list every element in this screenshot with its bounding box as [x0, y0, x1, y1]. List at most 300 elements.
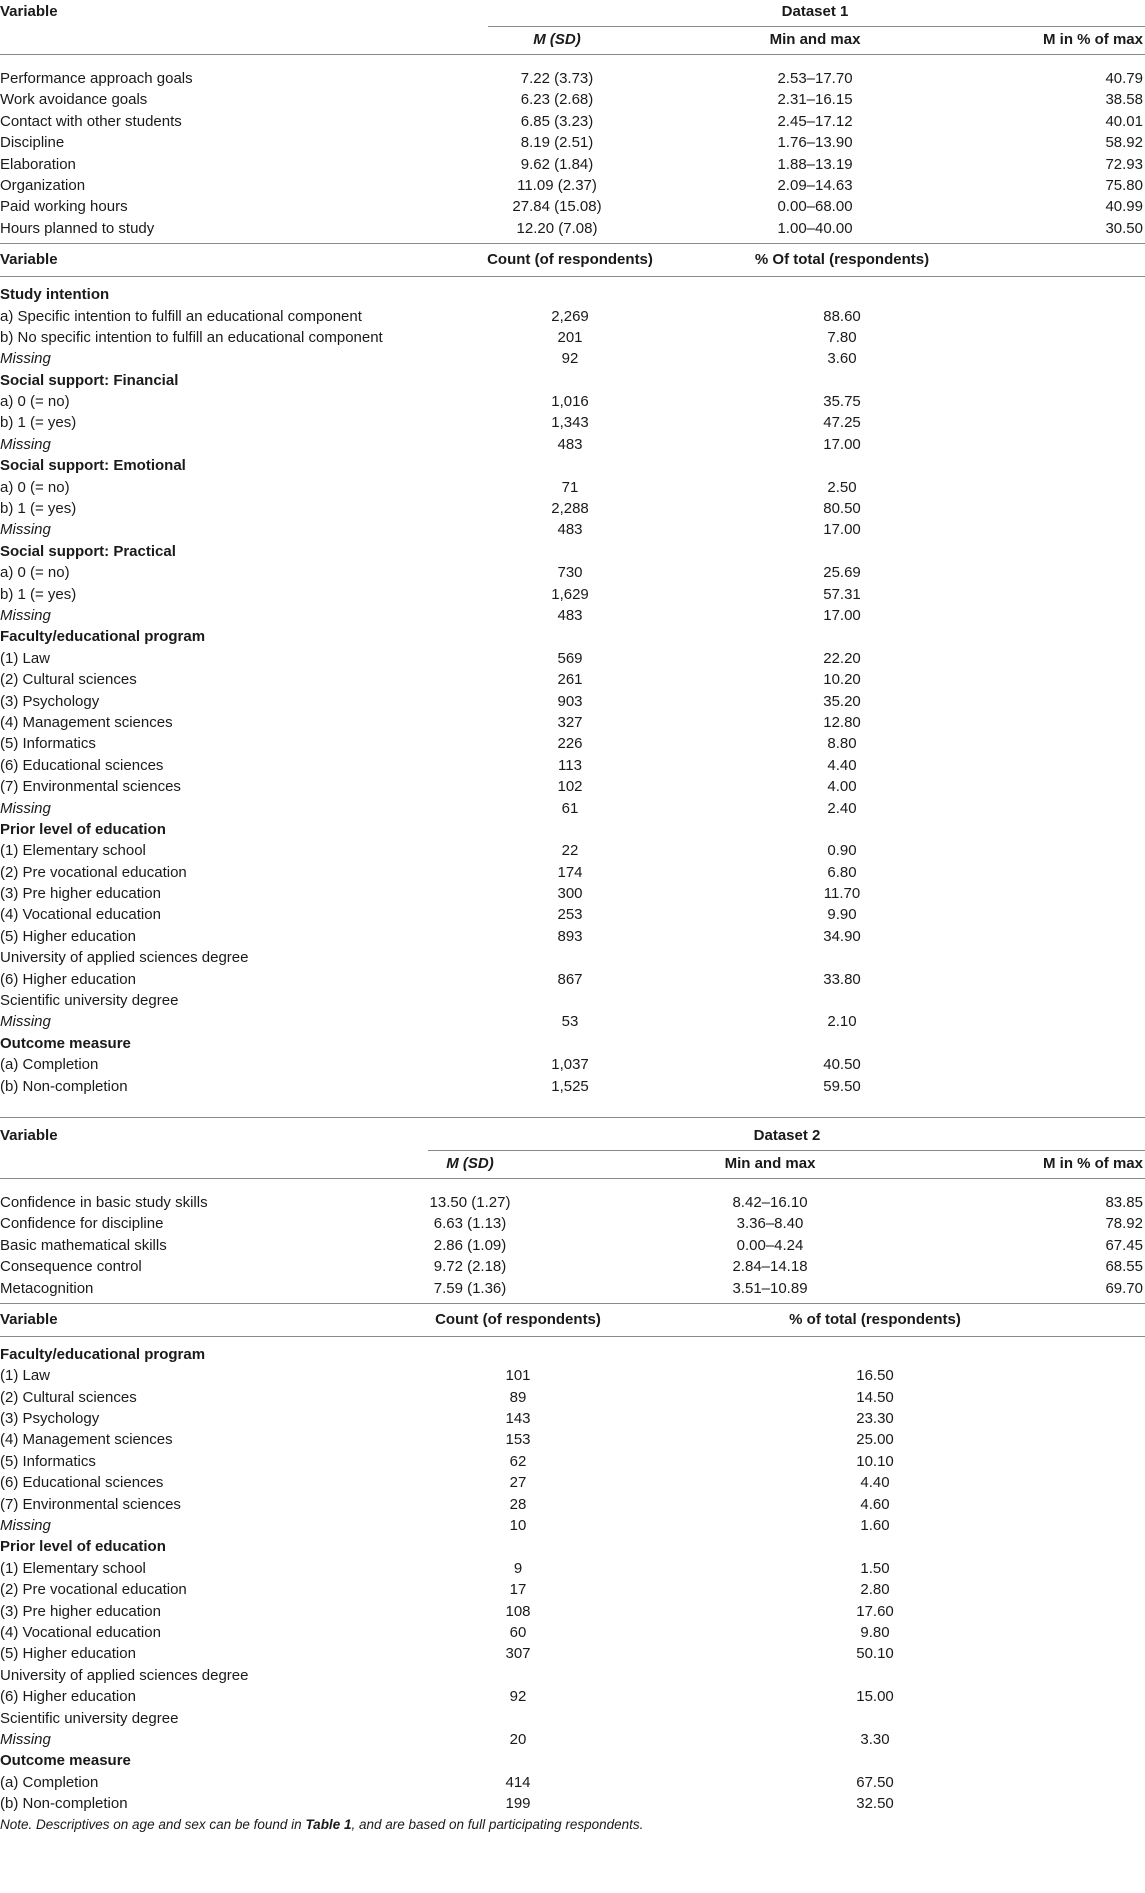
table-row — [0, 1213, 1145, 1234]
count-cell: 60 — [509, 1624, 527, 1641]
section-heading — [0, 541, 1145, 562]
row-label: Metacognition — [0, 1279, 94, 1297]
variable-header: Variable — [0, 1126, 58, 1144]
percent-cell: 17.00 — [823, 521, 861, 539]
row-label: Basic mathematical skills — [0, 1236, 167, 1254]
row-label: (3) Psychology — [0, 692, 100, 710]
count-cell: 730 — [557, 564, 583, 582]
percent-cell: 4.60 — [860, 1495, 890, 1513]
percent-max-cell: 58.92 — [1105, 134, 1143, 152]
column-header: % Of total (respondents) — [754, 251, 930, 269]
row-label: (2) Pre vocational education — [0, 863, 187, 881]
section-heading — [0, 1750, 1145, 1771]
min-max-cell: 0.00–4.24 — [736, 1236, 804, 1254]
percent-cell: 1.60 — [860, 1517, 890, 1535]
count-cell: 253 — [557, 906, 583, 924]
mean-sd-cell: 13.50 (1.27) — [429, 1193, 511, 1211]
percent-cell: 17.60 — [856, 1602, 894, 1620]
count-cell: 10 — [509, 1517, 527, 1535]
section-label: Social support: Emotional — [0, 457, 186, 475]
table-row — [0, 1622, 1145, 1643]
table-row — [0, 1643, 1145, 1664]
percent-cell: 22.20 — [823, 649, 861, 667]
table-row — [0, 1793, 1145, 1814]
count-cell: 28 — [509, 1495, 527, 1513]
percent-cell: 6.80 — [827, 863, 857, 881]
table-row — [0, 111, 1145, 132]
row-label: Missing — [0, 606, 51, 624]
table-row — [0, 1429, 1145, 1450]
min-max-cell: 2.45–17.12 — [777, 112, 853, 130]
percent-cell: 32.50 — [856, 1795, 894, 1813]
column-header: Min and max — [769, 31, 861, 48]
row-label: b) 1 (= yes) — [0, 585, 77, 603]
percent-max-cell: 68.55 — [1105, 1258, 1143, 1276]
percent-cell: 47.25 — [823, 414, 861, 432]
table-row — [0, 132, 1145, 153]
count-cell: 261 — [557, 671, 583, 689]
percent-cell: 9.80 — [860, 1624, 890, 1641]
table-row — [0, 969, 1145, 990]
table-row — [0, 1579, 1145, 1600]
row-label: (7) Environmental sciences — [0, 1495, 181, 1513]
mean-sd-cell: 7.22 (3.73) — [520, 70, 594, 87]
percent-cell: 3.60 — [827, 350, 857, 368]
table-row — [0, 1408, 1145, 1429]
row-label: (3) Psychology — [0, 1410, 100, 1428]
table-row — [0, 1686, 1145, 1707]
missing-row — [0, 798, 1145, 819]
row-label: (3) Pre higher education — [0, 885, 161, 903]
section-label: Prior level of education — [0, 1538, 166, 1556]
min-max-cell: 2.31–16.15 — [777, 91, 853, 109]
percent-cell: 25.00 — [856, 1431, 894, 1449]
count-cell: 174 — [557, 863, 583, 881]
table-row — [0, 68, 1145, 89]
row-label: Confidence for discipline — [0, 1215, 164, 1233]
count-cell: 867 — [557, 970, 583, 988]
row-label: b) 1 (= yes) — [0, 414, 77, 432]
dataset-label: Dataset 2 — [753, 1126, 821, 1144]
min-max-cell: 2.53–17.70 — [777, 70, 853, 87]
percent-max-cell: 40.99 — [1105, 198, 1143, 216]
count-cell: 483 — [557, 606, 583, 624]
row-label: Missing — [0, 435, 51, 453]
table-row — [0, 669, 1145, 690]
percent-cell: 15.00 — [856, 1688, 894, 1706]
row-label: Missing — [0, 1013, 51, 1031]
mean-sd-cell: 2.86 (1.09) — [433, 1236, 507, 1254]
dataset-divider — [428, 1150, 1145, 1151]
missing-row — [0, 605, 1145, 626]
row-label: (1) Elementary school — [0, 1559, 146, 1577]
section-label: Faculty/educational program — [0, 1345, 206, 1363]
section-heading — [0, 626, 1145, 647]
percent-cell: 4.40 — [860, 1474, 890, 1492]
percent-cell: 88.60 — [823, 307, 861, 325]
percent-cell: 16.50 — [856, 1367, 894, 1385]
count-cell: 92 — [509, 1688, 527, 1706]
row-label: (5) Informatics — [0, 1452, 96, 1470]
count-cell: 71 — [561, 478, 579, 496]
column-header: M (SD) — [446, 1154, 494, 1172]
table-row — [0, 477, 1145, 498]
count-cell: 153 — [505, 1431, 531, 1449]
row-label: Contact with other students — [0, 112, 182, 130]
section-heading — [0, 284, 1145, 305]
table-row — [0, 883, 1145, 904]
percent-cell: 2.10 — [827, 1013, 857, 1031]
section-label: Social support: Practical — [0, 542, 176, 560]
count-cell: 17 — [509, 1581, 527, 1599]
mean-sd-cell: 6.85 (3.23) — [520, 112, 594, 130]
min-max-cell: 0.00–68.00 — [777, 198, 853, 216]
percent-max-cell: 40.01 — [1105, 112, 1143, 130]
row-label: (3) Pre higher education — [0, 1602, 161, 1620]
count-cell: 22 — [561, 842, 579, 860]
missing-row — [0, 348, 1145, 369]
table-row — [0, 175, 1145, 196]
section-heading — [0, 819, 1145, 840]
section-label: Outcome measure — [0, 1034, 131, 1052]
missing-row — [0, 1515, 1145, 1536]
table-rule — [0, 1117, 1145, 1118]
count-cell: 300 — [557, 885, 583, 903]
row-label: (b) Non-completion — [0, 1077, 128, 1095]
row-label: (2) Cultural sciences — [0, 1388, 137, 1406]
table-row — [0, 990, 1145, 1011]
count-cell: 483 — [557, 521, 583, 539]
row-label: Elaboration — [0, 155, 76, 173]
count-cell: 20 — [509, 1730, 527, 1748]
count-cell: 89 — [509, 1388, 527, 1406]
table-row — [0, 904, 1145, 925]
mean-sd-cell: 8.19 (2.51) — [520, 134, 594, 152]
row-label: (1) Law — [0, 649, 51, 667]
row-label: (6) Educational sciences — [0, 756, 164, 774]
table-row — [0, 584, 1145, 605]
note-prefix: Note. Descriptives on age and sex can be found in — [0, 1816, 306, 1832]
percent-cell: 57.31 — [823, 585, 861, 603]
table-row — [0, 306, 1145, 327]
percent-max-cell: 38.58 — [1105, 91, 1143, 109]
row-label: Work avoidance goals — [0, 91, 148, 109]
row-label: (a) Completion — [0, 1056, 99, 1074]
min-max-cell: 1.00–40.00 — [777, 219, 853, 237]
table-row — [0, 1076, 1145, 1097]
header-rule — [0, 1178, 1145, 1179]
table-row — [0, 648, 1145, 669]
min-max-cell: 3.36–8.40 — [736, 1215, 804, 1233]
table-row — [0, 776, 1145, 797]
dataset2-table — [0, 1124, 1145, 1303]
percent-cell: 10.20 — [823, 671, 861, 689]
header-rule — [0, 1336, 1145, 1337]
percent-cell: 12.80 — [823, 713, 861, 731]
percent-cell: 14.50 — [856, 1388, 894, 1406]
row-label: Missing — [0, 799, 51, 817]
percent-max-cell: 67.45 — [1105, 1236, 1143, 1254]
table-row — [0, 498, 1145, 519]
table-row — [0, 712, 1145, 733]
row-label: Performance approach goals — [0, 70, 193, 87]
table-row — [0, 154, 1145, 175]
count-cell: 92 — [561, 350, 579, 368]
column-header-row — [0, 244, 1145, 276]
table-row — [0, 412, 1145, 433]
percent-cell: 35.75 — [823, 393, 861, 411]
section-heading — [0, 1536, 1145, 1557]
note-table-ref: Table 1 — [305, 1816, 352, 1832]
percent-max-cell: 40.79 — [1105, 70, 1143, 87]
percent-max-cell: 78.92 — [1105, 1215, 1143, 1233]
table-row — [0, 196, 1145, 217]
row-label: Missing — [0, 1517, 51, 1535]
row-label: Scientific university degree — [0, 992, 179, 1010]
dataset-label: Dataset 1 — [781, 3, 849, 20]
row-label: (4) Management sciences — [0, 713, 173, 731]
missing-row — [0, 1011, 1145, 1032]
row-label: a) 0 (= no) — [0, 478, 70, 496]
count-cell: 569 — [557, 649, 583, 667]
count-cell: 1,629 — [551, 585, 589, 603]
count-cell: 9 — [513, 1559, 523, 1577]
percent-cell: 17.00 — [823, 435, 861, 453]
column-header: Variable — [0, 251, 58, 269]
row-label: (2) Cultural sciences — [0, 671, 137, 689]
min-max-cell: 1.76–13.90 — [777, 134, 853, 152]
section-label: Faculty/educational program — [0, 628, 206, 646]
count-cell: 62 — [509, 1452, 527, 1470]
section-label: Prior level of education — [0, 820, 166, 838]
min-max-cell: 3.51–10.89 — [732, 1279, 808, 1297]
count-cell: 199 — [505, 1795, 531, 1813]
column-header-row — [0, 1152, 1145, 1178]
row-label: a) 0 (= no) — [0, 564, 70, 582]
percent-cell: 40.50 — [823, 1056, 861, 1074]
count-cell: 1,343 — [551, 414, 589, 432]
note-suffix: , and are based on full participating respondents. — [351, 1816, 644, 1832]
mean-sd-cell: 11.09 (2.37) — [517, 176, 597, 194]
section-heading — [0, 370, 1145, 391]
count-cell: 102 — [557, 778, 583, 796]
count-cell: 903 — [557, 692, 583, 710]
percent-cell: 35.20 — [823, 692, 861, 710]
column-header: % of total (respondents) — [789, 1310, 961, 1328]
row-label: (7) Environmental sciences — [0, 778, 181, 796]
count-cell: 414 — [505, 1773, 531, 1791]
percent-cell: 1.50 — [860, 1559, 890, 1577]
count-cell: 307 — [505, 1645, 531, 1663]
table-row — [0, 1365, 1145, 1386]
missing-row — [0, 434, 1145, 455]
table-row — [0, 1451, 1145, 1472]
count-cell: 143 — [505, 1410, 531, 1428]
percent-cell: 50.10 — [856, 1645, 894, 1663]
min-max-cell: 1.88–13.19 — [777, 155, 853, 173]
percent-cell: 7.80 — [827, 328, 857, 346]
dataset-divider — [488, 26, 1145, 27]
table-row — [0, 562, 1145, 583]
percent-cell: 67.50 — [856, 1773, 894, 1791]
row-label: (2) Pre vocational education — [0, 1581, 187, 1599]
percent-cell: 4.00 — [827, 778, 857, 796]
header-rule — [0, 54, 1145, 55]
row-label: University of applied sciences degree — [0, 1666, 249, 1684]
percent-max-cell: 75.80 — [1105, 176, 1143, 194]
row-label: (6) Higher education — [0, 1688, 136, 1706]
row-label: Scientific university degree — [0, 1709, 179, 1727]
dataset2-counts-table — [0, 1304, 1145, 1815]
row-label: Missing — [0, 1730, 51, 1748]
count-cell: 101 — [505, 1367, 531, 1385]
table-row — [0, 391, 1145, 412]
table-row — [0, 1665, 1145, 1686]
percent-cell: 0.90 — [827, 842, 857, 860]
table-row — [0, 733, 1145, 754]
row-label: (4) Management sciences — [0, 1431, 173, 1449]
percent-cell: 23.30 — [856, 1410, 894, 1428]
table-row — [0, 1558, 1145, 1579]
mean-sd-cell: 27.84 (15.08) — [512, 198, 602, 216]
table-row — [0, 1708, 1145, 1729]
min-max-cell: 8.42–16.10 — [732, 1193, 808, 1211]
percent-cell: 17.00 — [823, 606, 861, 624]
percent-cell: 33.80 — [823, 970, 861, 988]
column-header: Count (of respondents) — [435, 1310, 601, 1328]
row-label: (4) Vocational education — [0, 906, 161, 924]
table-row — [0, 755, 1145, 776]
row-label: (4) Vocational education — [0, 1624, 161, 1641]
row-label: (b) Non-completion — [0, 1795, 128, 1813]
row-label: University of applied sciences degree — [0, 949, 249, 967]
dataset1-counts-table — [0, 244, 1145, 1097]
row-label: a) 0 (= no) — [0, 393, 70, 411]
missing-row — [0, 1729, 1145, 1750]
percent-cell: 2.50 — [827, 478, 857, 496]
count-cell: 201 — [557, 328, 583, 346]
percent-max-cell: 30.50 — [1105, 219, 1143, 237]
row-label: b) No specific intention to fulfill an educational component — [0, 328, 383, 346]
table-row — [0, 1772, 1145, 1793]
count-cell: 53 — [561, 1013, 579, 1031]
table-row — [0, 947, 1145, 968]
row-label: Discipline — [0, 134, 65, 152]
section-heading — [0, 455, 1145, 476]
section-label: Social support: Financial — [0, 371, 179, 389]
count-cell: 226 — [557, 735, 583, 753]
percent-cell: 25.69 — [823, 564, 861, 582]
count-cell: 27 — [509, 1474, 527, 1492]
table-row — [0, 840, 1145, 861]
percent-cell: 34.90 — [823, 927, 861, 945]
row-label: Missing — [0, 350, 51, 368]
table-row — [0, 691, 1145, 712]
row-label: Confidence in basic study skills — [0, 1193, 208, 1211]
count-cell: 61 — [561, 799, 579, 817]
table-row — [0, 1494, 1145, 1515]
count-cell: 113 — [558, 756, 582, 774]
table-row — [0, 327, 1145, 348]
table-row — [0, 1235, 1145, 1256]
row-label: Organization — [0, 176, 86, 194]
percent-cell: 80.50 — [823, 500, 861, 518]
missing-row — [0, 519, 1145, 540]
table-row — [0, 1192, 1145, 1213]
row-label: (6) Higher education — [0, 970, 136, 988]
percent-cell: 2.80 — [860, 1581, 890, 1599]
column-header: Min and max — [724, 1154, 816, 1172]
percent-cell: 2.40 — [827, 799, 857, 817]
row-label: Missing — [0, 521, 51, 539]
row-label: (5) Higher education — [0, 1645, 136, 1663]
row-label: (a) Completion — [0, 1773, 99, 1791]
percent-cell: 9.90 — [827, 906, 857, 924]
column-header-row — [0, 28, 1145, 54]
variable-header: Variable — [0, 3, 58, 20]
percent-max-cell: 72.93 — [1105, 155, 1143, 173]
row-label: (5) Higher education — [0, 927, 136, 945]
count-cell: 108 — [505, 1602, 531, 1620]
column-header: Count (of respondents) — [487, 251, 653, 269]
section-heading — [0, 1033, 1145, 1054]
column-header: M in % of max — [1042, 31, 1143, 48]
table-row — [0, 89, 1145, 110]
column-header: Variable — [0, 1310, 58, 1328]
count-cell: 1,037 — [551, 1056, 589, 1074]
min-max-cell: 2.84–14.18 — [732, 1258, 808, 1276]
percent-max-cell: 83.85 — [1105, 1193, 1143, 1211]
percent-cell: 3.30 — [860, 1730, 890, 1748]
row-label: Hours planned to study — [0, 219, 155, 237]
table-row — [0, 1472, 1145, 1493]
table-row — [0, 1278, 1145, 1299]
count-cell: 2,288 — [551, 500, 589, 518]
min-max-cell: 2.09–14.63 — [777, 176, 853, 194]
section-label: Outcome measure — [0, 1752, 131, 1770]
percent-max-cell: 69.70 — [1105, 1279, 1143, 1297]
table-row — [0, 218, 1145, 239]
mean-sd-cell: 6.23 (2.68) — [520, 91, 594, 109]
column-header: M in % of max — [1042, 1154, 1143, 1172]
column-header: M (SD) — [533, 31, 581, 48]
row-label: (1) Elementary school — [0, 842, 146, 860]
percent-cell: 59.50 — [823, 1077, 861, 1095]
row-label: Paid working hours — [0, 198, 128, 216]
count-cell: 2,269 — [551, 307, 589, 325]
section-heading — [0, 1344, 1145, 1365]
table-row — [0, 1387, 1145, 1408]
section-label: Study intention — [0, 286, 110, 304]
dataset1-table — [0, 0, 1145, 243]
mean-sd-cell: 7.59 (1.36) — [433, 1279, 507, 1297]
row-label: (6) Educational sciences — [0, 1474, 164, 1492]
percent-cell: 8.80 — [827, 735, 857, 753]
row-label: (5) Informatics — [0, 735, 96, 753]
count-cell: 893 — [557, 927, 583, 945]
percent-cell: 4.40 — [827, 756, 857, 774]
table-row — [0, 1601, 1145, 1622]
count-cell: 1,525 — [551, 1077, 589, 1095]
mean-sd-cell: 12.20 (7.08) — [516, 219, 598, 237]
row-label: Consequence control — [0, 1258, 142, 1276]
row-label: a) Specific intention to fulfill an educational component — [0, 307, 362, 325]
table-row — [0, 926, 1145, 947]
mean-sd-cell: 6.63 (1.13) — [433, 1215, 507, 1233]
count-cell: 327 — [557, 713, 583, 731]
mean-sd-cell: 9.62 (1.84) — [520, 155, 594, 173]
count-cell: 483 — [557, 435, 583, 453]
